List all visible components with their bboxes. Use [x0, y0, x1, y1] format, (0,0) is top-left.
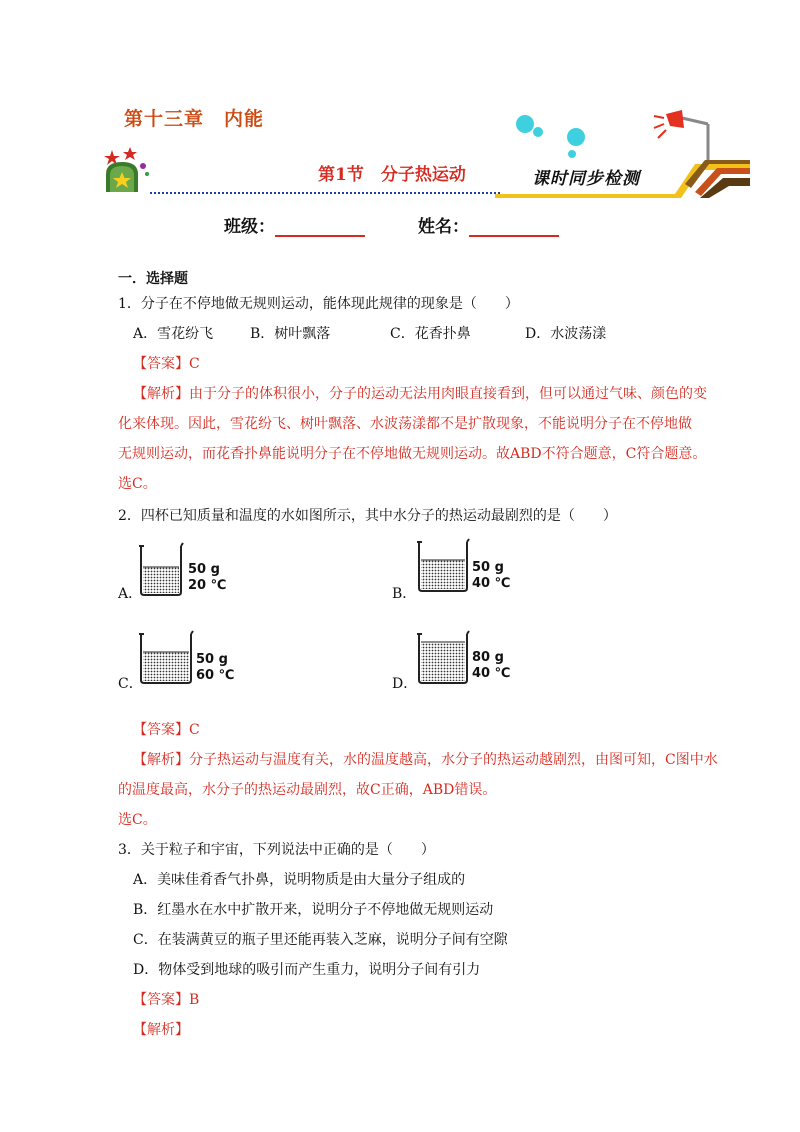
beaker-a-temp: 20 ℃	[188, 578, 227, 593]
bubbles-icon	[510, 110, 590, 162]
q3-option-c: C．在装满黄豆的瓶子里还能再装入芝麻，说明分子间有空隙	[133, 932, 508, 948]
banner-label: 课时同步检测	[532, 169, 640, 189]
answer-tag: 【答案】	[133, 356, 189, 372]
class-label: 班级：	[224, 217, 275, 237]
beaker-a-letter: A．	[118, 586, 143, 602]
beaker-a-mass: 50 g	[188, 562, 220, 577]
answer-tag: 【答案】	[133, 992, 189, 1008]
answer-value: B	[189, 992, 200, 1008]
q2-analysis-line-3: 选C。	[118, 812, 157, 828]
beaker-d-mass: 80 g	[472, 650, 504, 665]
q3-stem: 3．关于粒子和宇宙，下列说法中正确的是（ ）	[118, 842, 435, 858]
q2-answer	[133, 720, 200, 740]
header-divider	[150, 192, 500, 194]
analysis-text: 由于分子的体积很小，分子的运动无法用肉眼直接看到，但可以通过气味、颜色的变	[189, 386, 707, 402]
beaker-b-mass: 50 g	[472, 560, 504, 575]
analysis-tag: 【解析】	[133, 752, 189, 768]
answer-value: C	[189, 722, 200, 738]
q3-option-b: B．红墨水在水中扩散开来，说明分子不停地做无规则运动	[133, 902, 494, 918]
q1-analysis-line-4: 选C。	[118, 476, 157, 492]
beaker-b-icon	[416, 536, 470, 594]
q1-option-a: A．雪花纷飞	[133, 326, 214, 342]
q1-answer	[133, 354, 200, 374]
beaker-d-letter: D．	[392, 676, 418, 692]
class-blank[interactable]	[275, 219, 365, 237]
beaker-d-temp: 40 ℃	[472, 666, 511, 681]
q2-analysis-line-1	[133, 750, 718, 770]
analysis-text: 分子热运动与温度有关，水的温度越高，水分子的热运动越剧烈，由图可知，C图中水	[189, 752, 718, 768]
beaker-d-icon	[416, 628, 470, 686]
answer-value: C	[189, 356, 200, 372]
beaker-b-letter: B．	[392, 586, 417, 602]
q1-analysis-line-3: 无规则运动，而花香扑鼻能说明分子在不停地做无规则运动。故ABD不符合题意，C符合题意。	[118, 446, 707, 462]
beaker-c-icon	[138, 628, 194, 686]
q3-answer	[133, 990, 199, 1010]
beaker-c-letter: C．	[118, 676, 143, 692]
beaker-a-icon	[138, 540, 184, 598]
name-field-row	[418, 212, 559, 237]
q1-analysis-line-2: 化来体现。因此，雪花纷飞、树叶飘落、水波荡漾都不是扩散现象，不能说明分子在不停地做	[118, 416, 692, 432]
q2-analysis-line-2: 的温度最高，水分子的热运动最剧烈，故C正确，ABD错误。	[118, 782, 497, 798]
name-blank[interactable]	[469, 219, 559, 237]
q1-analysis-line-1	[133, 384, 707, 404]
q2-stem: 2．四杯已知质量和温度的水如图所示，其中水分子的热运动最剧烈的是（ ）	[118, 508, 617, 524]
chapter-title: 第十三章 内能	[124, 108, 265, 130]
q1-option-c: C．花香扑鼻	[390, 326, 471, 342]
name-label: 姓名：	[418, 217, 469, 237]
q1-stem: 1．分子在不停地做无规则运动，能体现此规律的现象是（ ）	[118, 296, 519, 312]
emblem-icon	[100, 144, 152, 196]
analysis-tag: 【解析】	[133, 386, 189, 402]
section-title: 第1节 分子热运动	[318, 165, 466, 185]
class-field-row	[224, 212, 365, 237]
beaker-b-temp: 40 ℃	[472, 576, 511, 591]
q1-option-b: B．树叶飘落	[250, 326, 331, 342]
q3-option-d: D．物体受到地球的吸引而产生重力，说明分子间有引力	[133, 962, 481, 978]
q1-option-d: D．水波荡漾	[525, 326, 607, 342]
beaker-c-temp: 60 ℃	[196, 668, 235, 683]
section-heading: 一．选择题	[118, 271, 188, 287]
beaker-c-mass: 50 g	[196, 652, 228, 667]
answer-tag: 【答案】	[133, 722, 189, 738]
q3-analysis-tag: 【解析】	[133, 1022, 189, 1038]
q3-option-a: A．美味佳肴香气扑鼻，说明物质是由大量分子组成的	[133, 872, 466, 888]
